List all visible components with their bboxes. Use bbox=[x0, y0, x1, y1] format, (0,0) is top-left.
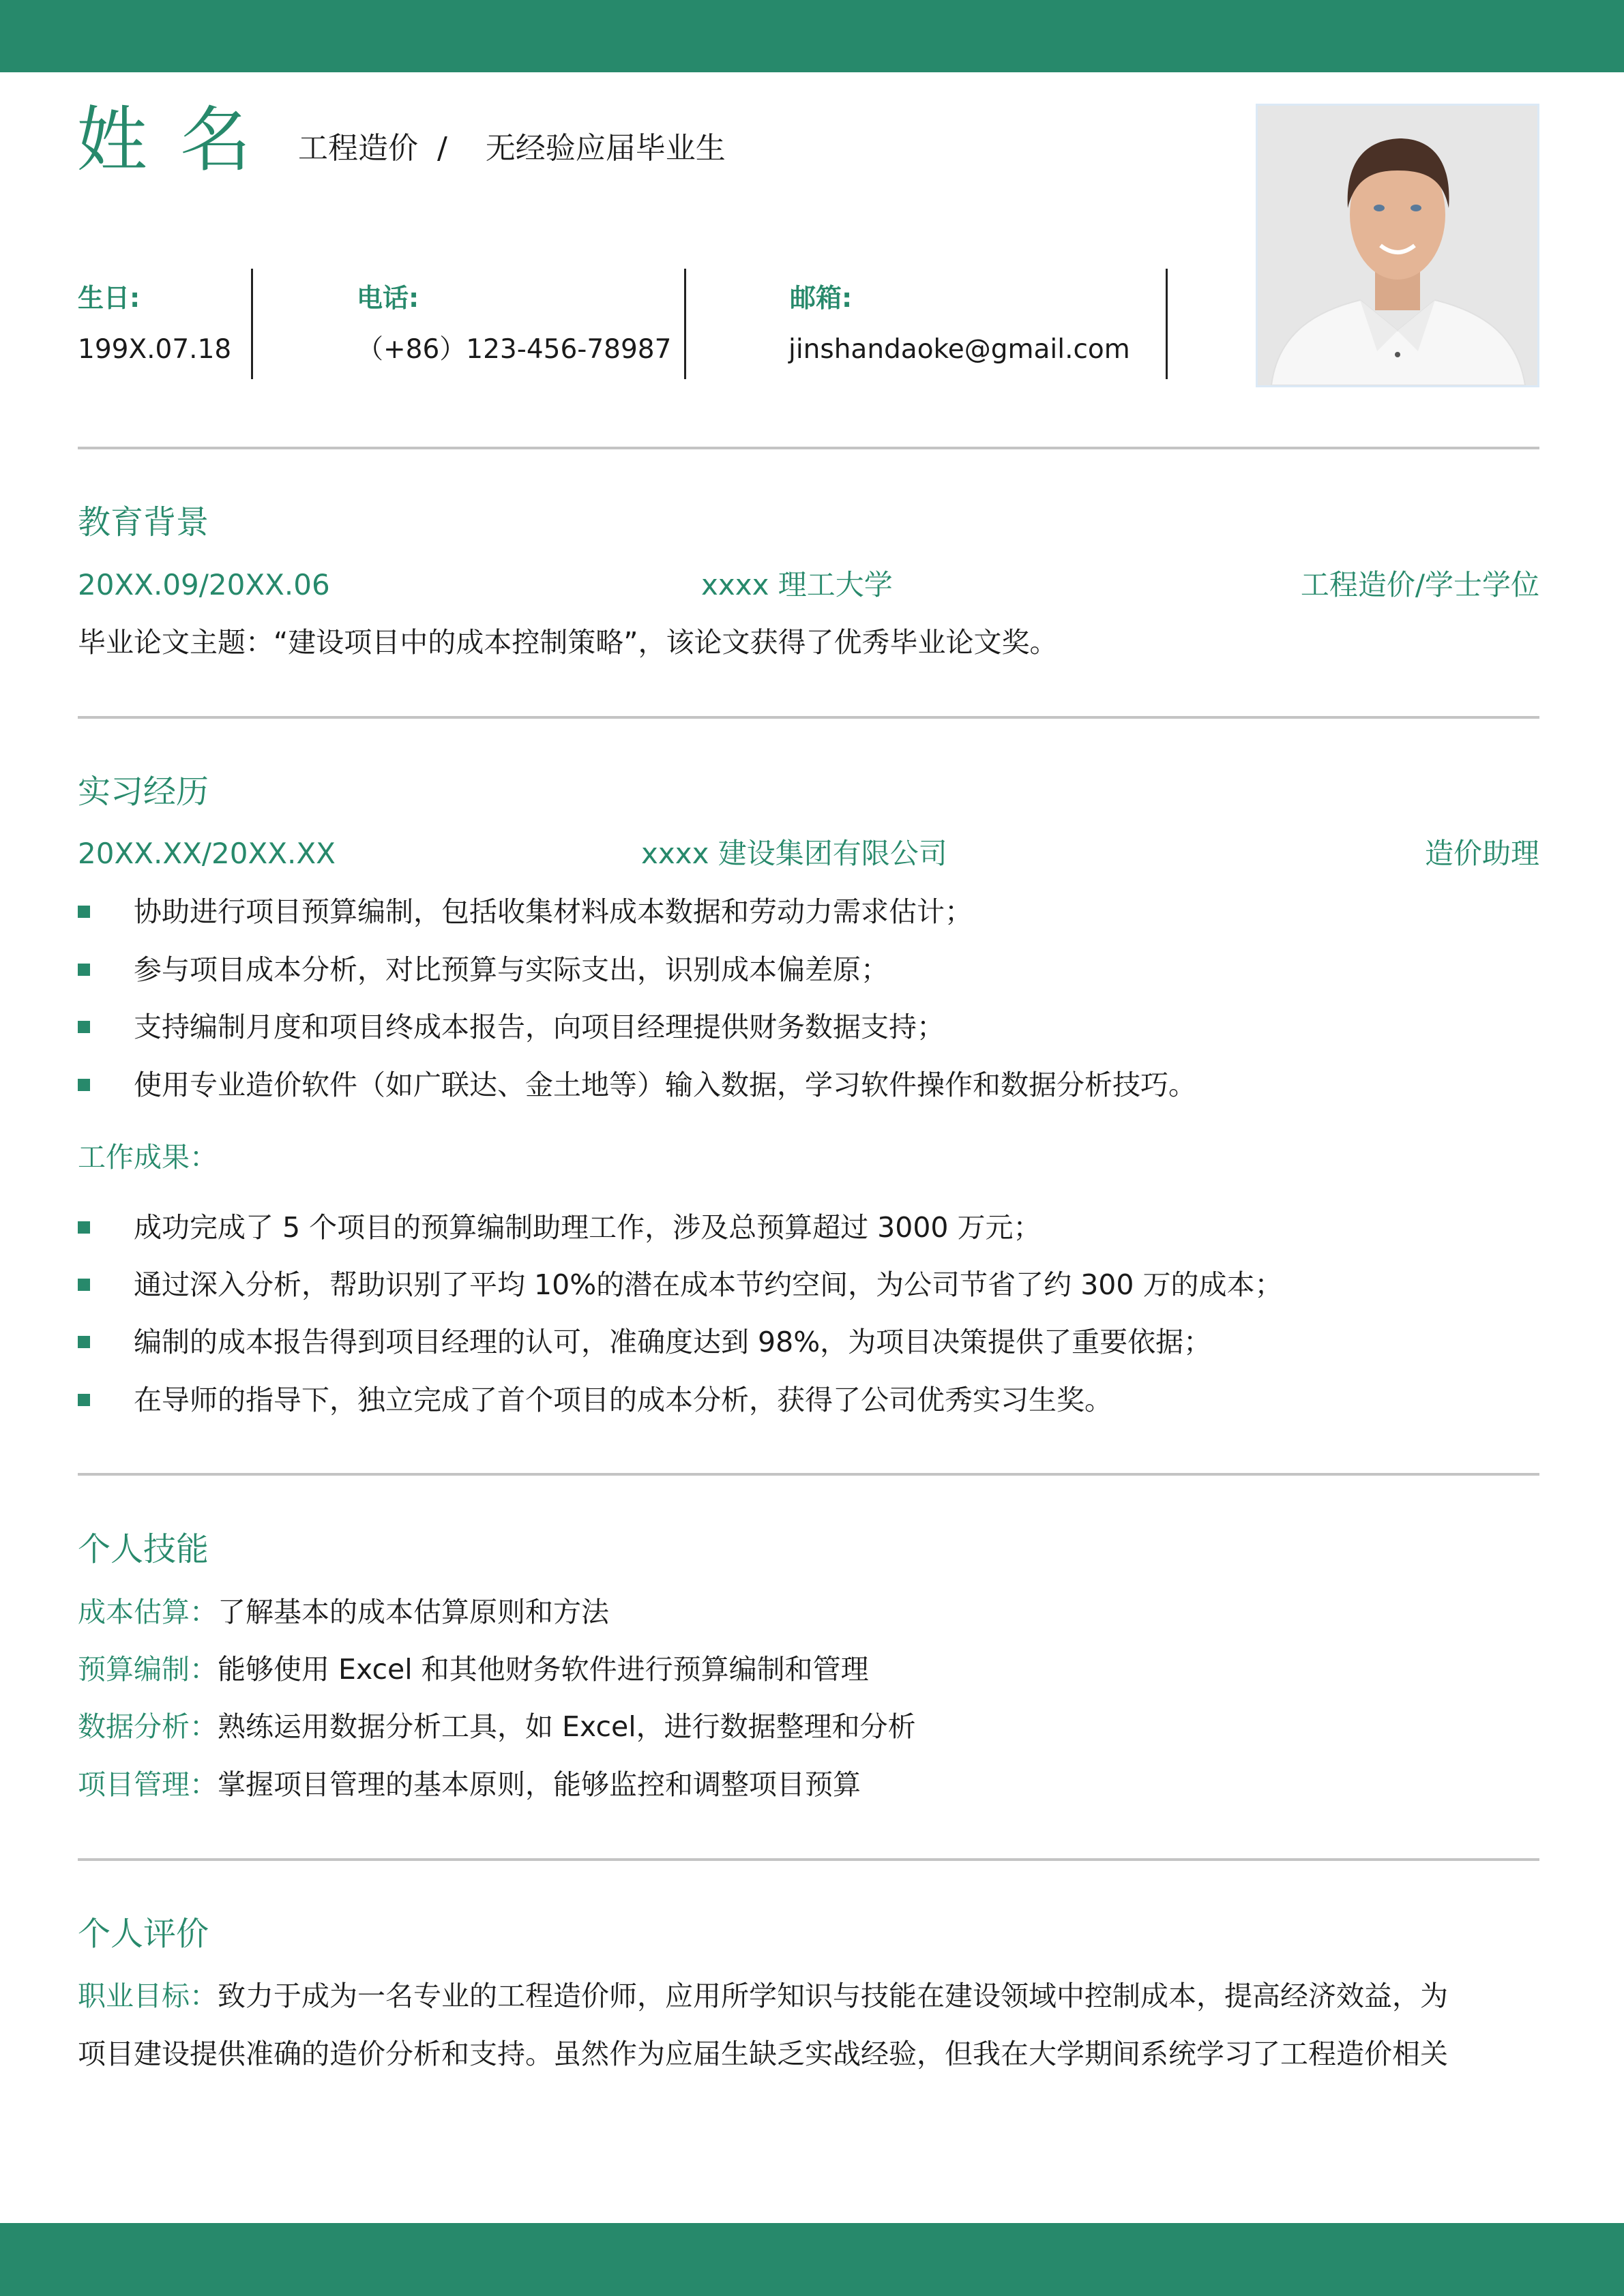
square-bullet-icon bbox=[78, 906, 90, 918]
result-item: 通过深入分析，帮助识别了平均 10%的潜在成本节约空间，为公司节省了约 300 万的成本； bbox=[78, 1264, 1282, 1305]
education-meta-row bbox=[78, 565, 1539, 606]
education-detail: 毕业论文主题：“建设项目中的成本控制策略”，该论文获得了优秀毕业论文奖。 bbox=[78, 626, 1058, 659]
skill-item bbox=[78, 1764, 861, 1805]
skill-item bbox=[78, 1706, 916, 1747]
education-degree: 工程造价/学士学位 bbox=[1300, 568, 1539, 601]
job-subtitle: 工程造价 / 无经验应届毕业生 bbox=[298, 131, 726, 166]
internship-role: 造价助理 bbox=[1424, 837, 1539, 870]
square-bullet-icon bbox=[78, 1221, 90, 1234]
skills-title: 个人技能 bbox=[78, 1530, 209, 1568]
square-bullet-icon bbox=[78, 1336, 90, 1348]
internship-period: 20XX.XX/20XX.XX bbox=[78, 837, 336, 870]
skill-item bbox=[78, 1649, 869, 1690]
education-period: 20XX.09/20XX.06 bbox=[78, 568, 330, 601]
education-title: 教育背景 bbox=[78, 503, 209, 541]
portrait-photo bbox=[1256, 104, 1539, 387]
top-accent-bar bbox=[0, 0, 1624, 72]
birthday-value: 199X.07.18 bbox=[78, 334, 232, 365]
info-divider bbox=[251, 269, 253, 379]
section-divider bbox=[78, 1473, 1539, 1476]
duty-item: 协助进行项目预算编制，包括收集材料成本数据和劳动力需求估计； bbox=[78, 891, 973, 932]
evaluation-line bbox=[78, 2033, 1551, 2074]
internship-company: xxxx 建设集团有限公司 bbox=[641, 837, 947, 870]
evaluation-key: 职业目标： bbox=[78, 1980, 218, 2012]
evaluation-text: 项目建设提供准确的造价分析和支持。虽然作为应届生缺乏实战经验，但我在大学期间系统学习了工程造价相关 bbox=[78, 2038, 1448, 2070]
email-value: jinshandaoke@gmail.com bbox=[788, 334, 1130, 365]
internship-title: 实习经历 bbox=[78, 773, 209, 811]
internship-meta-row bbox=[78, 833, 1539, 874]
skill-value: 了解基本的成本估算原则和方法 bbox=[218, 1596, 609, 1628]
skill-value: 掌握项目管理的基本原则，能够监控和调整项目预算 bbox=[218, 1768, 861, 1801]
section-divider bbox=[78, 716, 1539, 719]
birthday-label: 生日: bbox=[78, 283, 141, 313]
skill-key: 预算编制： bbox=[78, 1653, 218, 1686]
email-label: 邮箱: bbox=[790, 283, 853, 313]
evaluation-text: 致力于成为一名专业的工程造价师，应用所学知识与技能在建设领域中控制成本，提高经济效益，为 bbox=[218, 1980, 1448, 2012]
duty-item: 参与项目成本分析，对比预算与实际支出，识别成本偏差原； bbox=[78, 949, 889, 990]
result-item: 成功完成了 5 个项目的预算编制助理工作，涉及总预算超过 3000 万元； bbox=[78, 1207, 1042, 1248]
person-portrait-icon bbox=[1258, 106, 1537, 385]
skill-key: 数据分析： bbox=[78, 1710, 218, 1743]
skill-value: 熟练运用数据分析工具，如 Excel，进行数据整理和分析 bbox=[218, 1710, 916, 1743]
duty-item: 支持编制月度和项目终成本报告，向项目经理提供财务数据支持； bbox=[78, 1007, 945, 1047]
result-item: 在导师的指导下，独立完成了首个项目的成本分析，获得了公司优秀实习生奖。 bbox=[78, 1380, 1112, 1420]
results-title: 工作成果： bbox=[78, 1141, 218, 1174]
candidate-name: 姓名 bbox=[76, 98, 284, 181]
square-bullet-icon bbox=[78, 1394, 90, 1406]
section-divider bbox=[78, 447, 1539, 449]
skill-key: 项目管理： bbox=[78, 1768, 218, 1801]
phone-value: （+86）123-456-78987 bbox=[357, 334, 672, 365]
education-school: xxxx 理工大学 bbox=[701, 568, 893, 601]
bottom-accent-bar bbox=[0, 2223, 1624, 2296]
square-bullet-icon bbox=[78, 1279, 90, 1291]
info-divider bbox=[1166, 269, 1168, 379]
duty-item: 使用专业造价软件（如广联达、金土地等）输入数据，学习软件操作和数据分析技巧。 bbox=[78, 1064, 1196, 1105]
section-divider bbox=[78, 1858, 1539, 1861]
skill-key: 成本估算： bbox=[78, 1596, 218, 1628]
result-item: 编制的成本报告得到项目经理的认可，准确度达到 98%，为项目决策提供了重要依据； bbox=[78, 1322, 1211, 1362]
evaluation-line bbox=[78, 1976, 1551, 2016]
square-bullet-icon bbox=[78, 964, 90, 976]
square-bullet-icon bbox=[78, 1021, 90, 1033]
phone-label: 电话: bbox=[357, 283, 419, 313]
skill-item bbox=[78, 1592, 609, 1632]
square-bullet-icon bbox=[78, 1079, 90, 1091]
skill-value: 能够使用 Excel 和其他财务软件进行预算编制和管理 bbox=[218, 1653, 869, 1686]
evaluation-title: 个人评价 bbox=[78, 1915, 209, 1953]
info-divider bbox=[684, 269, 686, 379]
